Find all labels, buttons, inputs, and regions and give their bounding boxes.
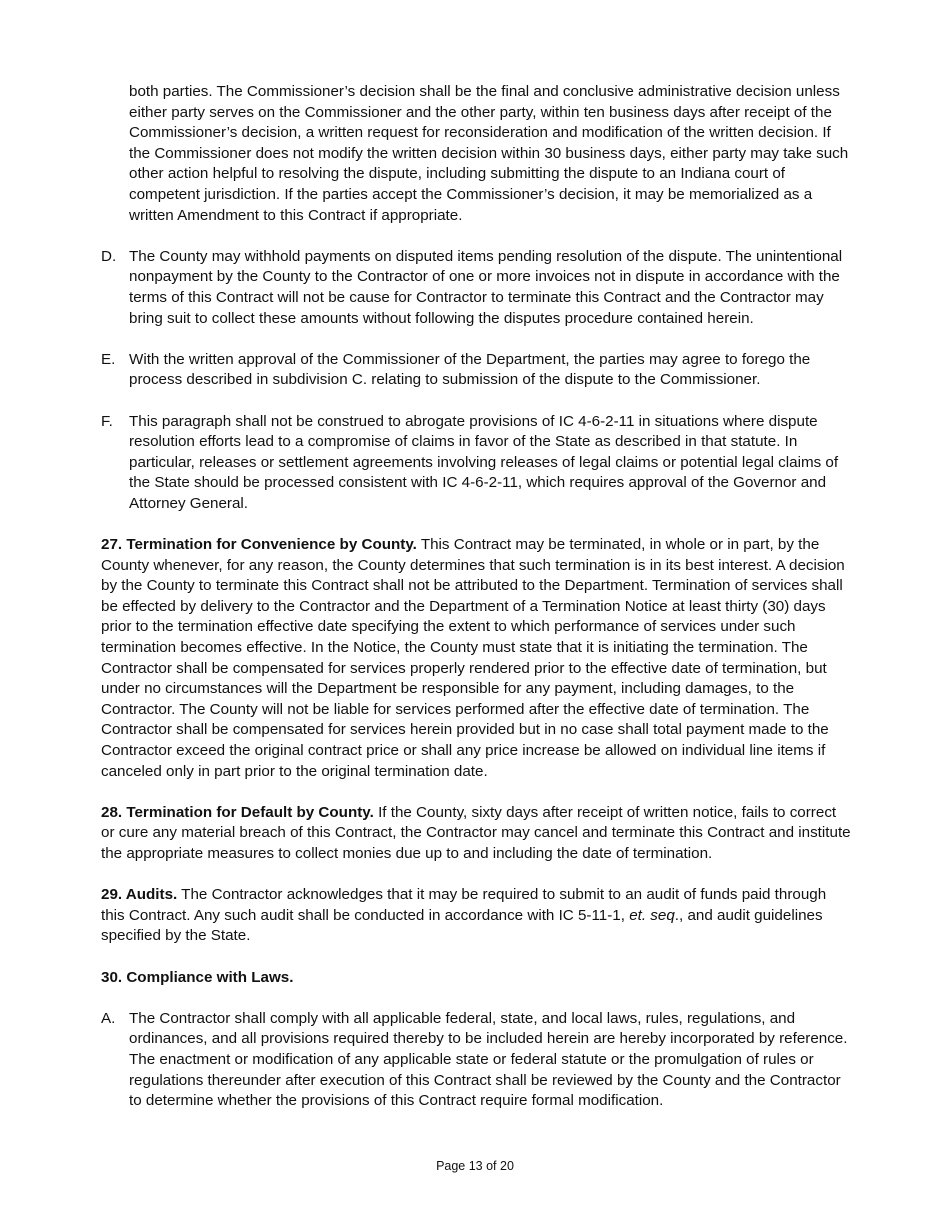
list-text: This paragraph shall not be construed to abrogate provisions of IC 4-6-2-11 in situations where dispute resolution efforts lead to a compromise of claims in favor of the State as described in that statute. In particular, releases or settlement agreements involving releases of legal claims or potential legal claims of the State should be processed consistent with IC 4-6-2-11, which requires approval of the Governor and Attorney General. — [129, 412, 839, 512]
section-27-body: This Contract may be terminated, in whole or in part, by the County whenever, for any reason, the County determines that such termination is in its best interest. A decision by the County to terminate this Contract shall not be attributed to the Department. Termination of services shall be effected by delivery to the Contractor and the Department of a Termination Notice at least thirty (30) days prior to the termination effective date specifying the extent to which performance of services under such termination becomes effective. In the Notice, the County must state that it is initiating the termination. The Contractor shall be compensated for services properly rendered prior to the effective date of termination, but under no circumstances will the Department be responsible for any payment, including damages, to the Contractor. The County will not be liable for services performed after the effective date of termination. The Contractor shall be compensated for services herein provided but in no case shall total payment made to the Contractor exceed the original contract price or shall any price increase be allowed on individual line items if canceled only in part prior to the original termination date. — [101, 536, 845, 780]
section-30-heading: 30. Compliance with Laws. — [101, 968, 294, 986]
section-27-heading: 27. Termination for Convenience by County. — [101, 536, 417, 554]
section-29-body-end: ., and audit guidelines specified by the State. — [101, 906, 823, 945]
list-text: The Contractor shall comply with all applicable federal, state, and local laws, rules, regulations, and ordinances, and all provisions required thereby to be included herein are hereby incorporated by reference. The enactment or modification of any applicable state or federal statute or the promulgation of rules or regulations thereunder after execution of this Contract shall be reviewed by the County and the Contractor to determine whether the provisions of this Contract require formal modification. — [129, 1009, 848, 1110]
continued-paragraph: both parties. The Commissioner’s decision shall be the final and conclusive administrative decision unless either party serves on the Commissioner and the other party, within ten business days after receipt of the Commissioner’s decision, a written request for reconsideration and modification of the written decision. If the Commissioner does not modify the written decision within 30 business days, either party may take such other action helpful to resolving the dispute, including submitting the dispute to an Indiana court of competent jurisdiction. If the parties accept the Commissioner’s decision, it may be memorialized as a written Amendment to this Contract if appropriate. — [129, 83, 849, 224]
section-29-body: The Contractor acknowledges that it may be required to submit to an audit of funds paid through this Contract. Any such audit shall be conducted in accordance with IC 5-11-1, — [101, 886, 827, 924]
list-item-a — [101, 1009, 853, 1112]
list-label: A. — [101, 1009, 116, 1027]
list-label: D. — [101, 247, 117, 265]
list-item-d — [101, 247, 853, 329]
section-28-heading: 28. Termination for Default by County. — [101, 803, 374, 821]
section-27 — [101, 535, 853, 782]
page-number: Page 13 of 20 — [436, 1159, 514, 1173]
section-29 — [101, 885, 853, 947]
list-label: E. — [101, 350, 116, 368]
section-29-italic: et. seq — [629, 906, 675, 924]
list-text: With the written approval of the Commissioner of the Department, the parties may agree to forego the process described in subdivision C. relating to submission of the dispute to the Commissioner. — [129, 350, 811, 389]
document-page — [101, 82, 853, 1132]
list-text: The County may withhold payments on disputed items pending resolution of the dispute. The unintentional nonpayment by the County to the Contractor of one or more invoices not in dispute in accordance with the terms of this Contract will not be cause for Contractor to terminate this Contract and the Contractor may bring suit to collect these amounts without following the disputes procedure contained herein. — [129, 247, 843, 327]
section-28-body: If the County, sixty days after receipt of written notice, fails to correct or cure any material breach of this Contract, the Contractor may cancel and terminate this Contract and institute the appropriate measures to collect monies due up to and including the date of termination. — [101, 803, 851, 862]
section-29-heading: 29. Audits. — [101, 886, 178, 904]
section-28 — [101, 803, 853, 865]
list-label: F. — [101, 412, 113, 430]
list-item-f — [101, 412, 853, 515]
list-item-e — [101, 350, 853, 391]
